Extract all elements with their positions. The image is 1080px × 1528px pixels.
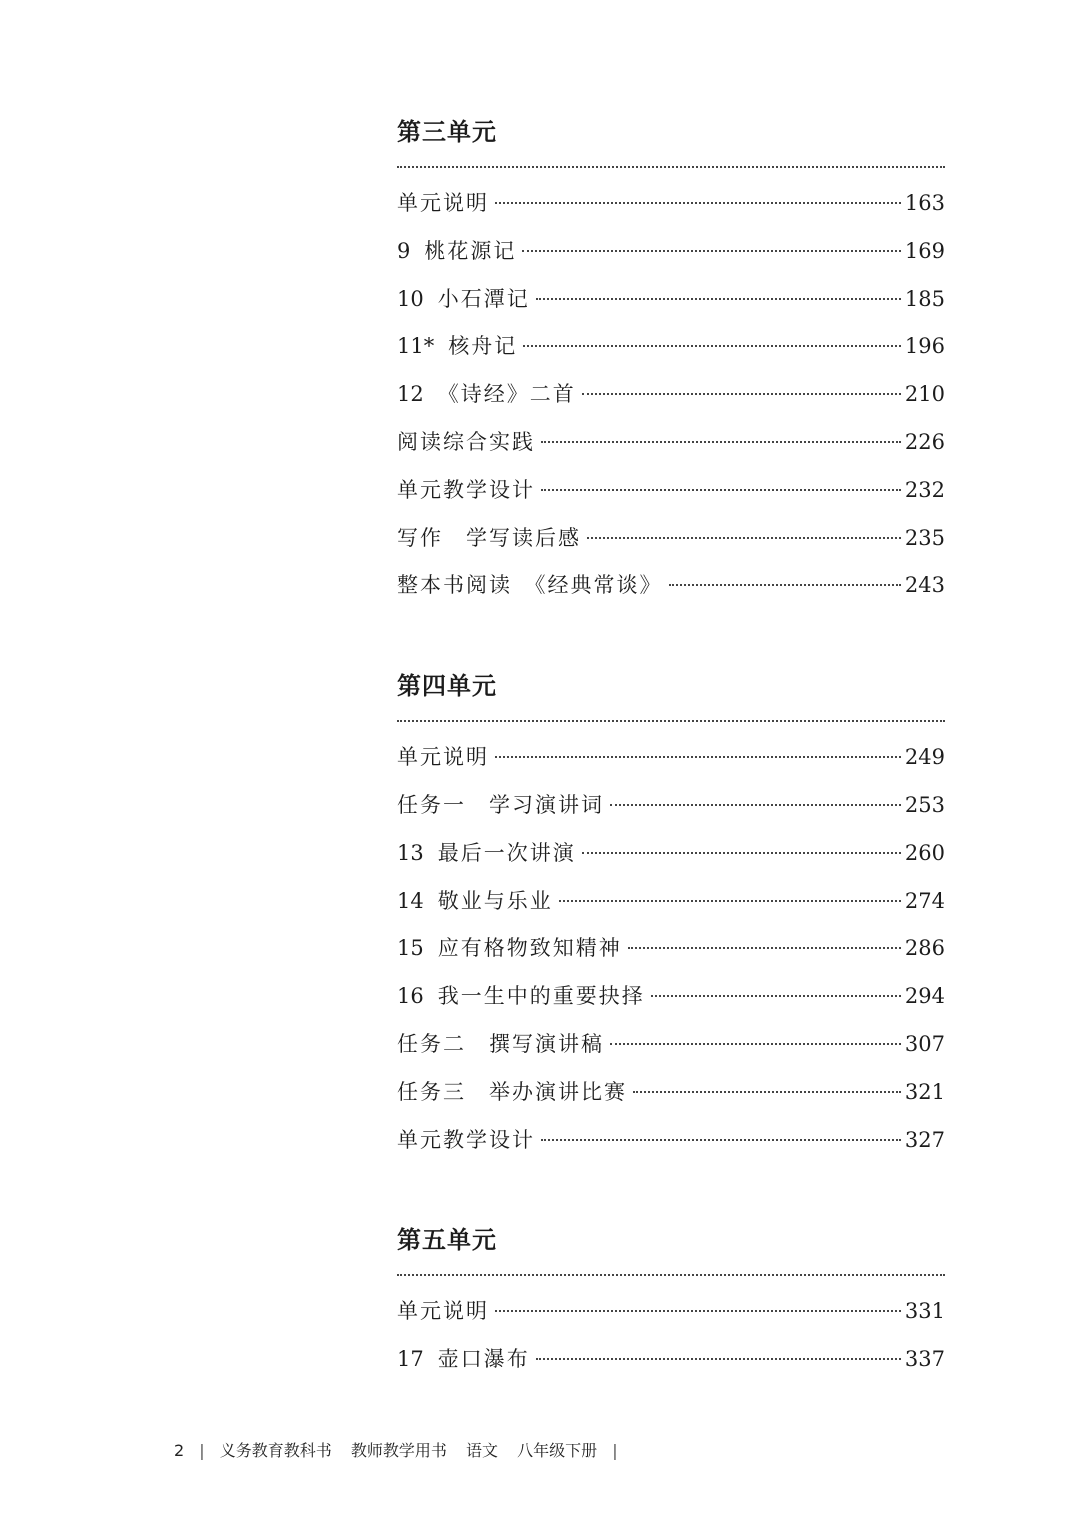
- page-number: 253: [904, 792, 945, 817]
- dot-leader: [495, 1310, 901, 1312]
- entry-title: 核舟记: [448, 334, 518, 359]
- entry-title: 敬业与乐业: [437, 888, 553, 913]
- entry-title: 我一生中的重要抉择: [437, 984, 645, 1009]
- entry-title: 《诗经》二首: [437, 382, 576, 407]
- page-number: 331: [904, 1299, 945, 1324]
- dot-leader: [522, 250, 901, 252]
- unit-heading: 第五单元: [397, 1225, 497, 1255]
- dot-leader: [541, 1139, 901, 1141]
- dot-leader: [582, 852, 901, 854]
- page-number: 210: [904, 382, 945, 407]
- lesson-number: 14: [397, 888, 424, 913]
- entry-title: 单元教学设计: [397, 1127, 535, 1152]
- page-number: 294: [904, 984, 945, 1009]
- entry-title: 任务二 撰写演讲稿: [397, 1031, 604, 1056]
- toc-entry[interactable]: [397, 1117, 945, 1165]
- dot-leader: [651, 995, 901, 997]
- toc-entry[interactable]: [397, 1069, 945, 1117]
- page-number: 307: [904, 1031, 945, 1056]
- toc-entry[interactable]: [397, 925, 945, 973]
- lesson-number: 10: [397, 286, 424, 311]
- entry-title: 阅读综合实践: [397, 429, 535, 454]
- entry-title: 单元教学设计: [397, 477, 535, 502]
- entry-title: 小石潭记: [437, 286, 530, 311]
- lesson-number: 13: [397, 840, 424, 865]
- entry-title: 壶口瀑布: [437, 1347, 530, 1372]
- entry-title: 应有格物致知精神: [437, 936, 622, 961]
- dot-leader: [495, 202, 901, 204]
- toc-entry[interactable]: [397, 323, 945, 371]
- dotted-divider: [397, 1274, 945, 1276]
- entry-title: 写作 学写读后感: [397, 525, 581, 550]
- unit-section: [397, 666, 945, 1164]
- toc-entry[interactable]: [397, 515, 945, 563]
- entry-title: 单元说明: [397, 1299, 489, 1324]
- toc-entry[interactable]: [397, 734, 945, 782]
- dot-leader: [536, 1358, 901, 1360]
- toc-entry[interactable]: [397, 1021, 945, 1069]
- entry-title: 桃花源记: [424, 238, 517, 263]
- unit-section: [397, 1220, 945, 1384]
- lesson-number: 16: [397, 984, 424, 1009]
- lesson-number: 15: [397, 936, 424, 961]
- dot-leader: [559, 900, 901, 902]
- dot-leader: [610, 1043, 901, 1045]
- page-number: 185: [904, 286, 945, 311]
- toc-entry[interactable]: [397, 371, 945, 419]
- page-number: 286: [904, 936, 945, 961]
- footer-separator: |: [612, 1441, 618, 1460]
- dot-leader: [582, 393, 901, 395]
- page-number: 327: [904, 1127, 945, 1152]
- page-number: 260: [904, 840, 945, 865]
- page-number: 321: [904, 1079, 945, 1104]
- dot-leader: [523, 345, 901, 347]
- table-of-contents: [397, 112, 945, 1440]
- dot-leader: [541, 489, 901, 491]
- toc-entry[interactable]: [397, 782, 945, 830]
- lesson-number: 17: [397, 1347, 424, 1372]
- entry-title: 任务一 学习演讲词: [397, 792, 604, 817]
- dot-leader: [495, 756, 901, 758]
- toc-entry[interactable]: [397, 830, 945, 878]
- unit-heading: 第四单元: [397, 671, 497, 701]
- dotted-divider: [397, 166, 945, 168]
- toc-entry[interactable]: [397, 562, 945, 610]
- page-number: 169: [904, 238, 945, 263]
- toc-entry[interactable]: [397, 228, 945, 276]
- page-number: 249: [904, 745, 945, 770]
- footer-separator: |: [199, 1441, 205, 1460]
- page-number: 243: [904, 573, 945, 598]
- unit-heading: 第三单元: [397, 117, 497, 146]
- lesson-number: 9: [397, 238, 411, 263]
- footer-grade: 八年级下册: [517, 1441, 598, 1460]
- toc-entry[interactable]: [397, 973, 945, 1021]
- page-footer: [174, 1437, 628, 1465]
- lesson-number: 12: [397, 382, 424, 407]
- toc-entry[interactable]: [397, 467, 945, 515]
- lesson-number: 11*: [397, 334, 435, 359]
- footer-book-series: 义务教育教科书: [219, 1441, 332, 1460]
- toc-entry[interactable]: [397, 180, 945, 228]
- dot-leader: [610, 804, 901, 806]
- page-number: 274: [904, 888, 945, 913]
- dot-leader: [628, 947, 901, 949]
- page-number: 232: [904, 477, 945, 502]
- page-number: 163: [904, 191, 945, 215]
- toc-entry[interactable]: [397, 419, 945, 467]
- entry-title: 单元说明: [397, 191, 489, 215]
- page-number: 196: [904, 334, 945, 359]
- page-number: 337: [904, 1347, 945, 1372]
- page-number: 235: [904, 525, 945, 550]
- toc-entry[interactable]: [397, 1336, 945, 1384]
- page-number: 226: [904, 429, 945, 454]
- dot-leader: [541, 441, 901, 443]
- entry-title: 任务三 举办演讲比赛: [397, 1079, 627, 1104]
- dot-leader: [587, 537, 901, 539]
- footer-page-number: 2: [174, 1441, 185, 1460]
- dot-leader: [633, 1091, 901, 1093]
- entry-title: 最后一次讲演: [437, 840, 576, 865]
- entry-title: 整本书阅读 《经典常谈》: [397, 573, 663, 598]
- toc-entry[interactable]: [397, 1288, 945, 1336]
- unit-section: [397, 112, 945, 610]
- toc-entry[interactable]: [397, 878, 945, 926]
- dot-leader: [669, 584, 901, 586]
- entry-title: 单元说明: [397, 745, 489, 770]
- footer-book-type: 教师教学用书: [350, 1441, 447, 1460]
- dot-leader: [536, 298, 901, 300]
- footer-subject: 语文: [465, 1441, 498, 1460]
- dotted-divider: [397, 720, 945, 722]
- toc-entry[interactable]: [397, 276, 945, 324]
